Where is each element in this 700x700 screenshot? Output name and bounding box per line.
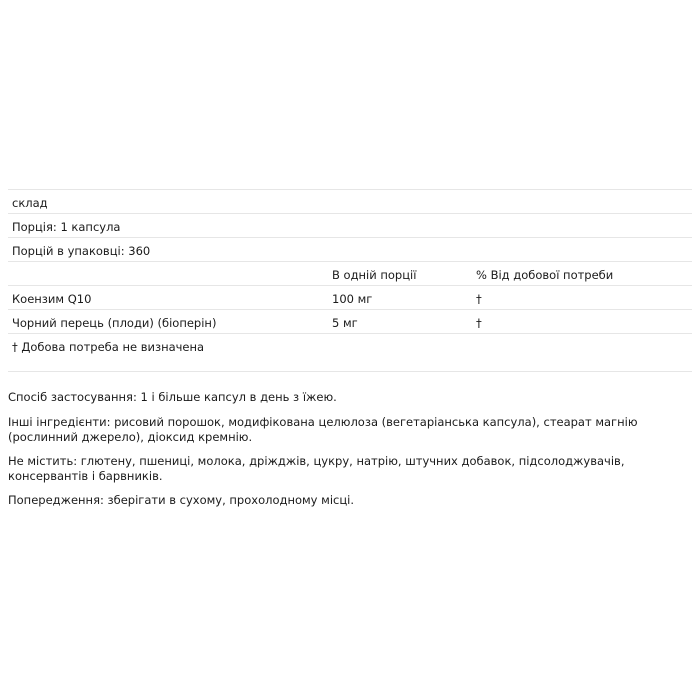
other-ingredients-text: Інші інгредієнти: рисовий порошок, модифікована целюлоза (вегетаріанська капсула), стеарат магнію (рослинний джерело), діоксид кремнію. [8,415,638,444]
footnote-row [8,334,692,372]
usage-section [8,390,692,405]
amount-column-header: В одній порції [332,268,417,282]
ingredient-name: Коензим Q10 [12,292,92,306]
serving-size-row [8,214,692,238]
daily-value-footnote: † Добова потреба не визначена [12,340,205,354]
supplement-facts-table [8,189,692,372]
warning-section [8,493,692,508]
warning-text: Попередження: зберігати в сухому, прохолодному місці. [8,493,355,507]
servings-per-container-row [8,238,692,262]
free-of-text: Не містить: глютену, пшениці, молока, дріжджів, цукру, натрію, штучних добавок, підсолоджувачів, консервантів і барвників. [8,454,625,483]
ingredient-daily-value: † [476,316,482,330]
facts-heading-row [8,190,692,214]
servings-per-container: Порцій в упаковці: 360 [12,244,151,258]
ingredient-row [8,310,692,334]
free-of-section [8,454,692,484]
ingredient-row [8,286,692,310]
ingredient-amount: 5 мг [332,316,358,330]
ingredient-amount: 100 мг [332,292,373,306]
ingredient-name: Чорний перець (плоди) (біоперін) [12,316,217,330]
ingredient-daily-value: † [476,292,482,306]
column-header-row [8,262,692,286]
serving-size: Порція: 1 капсула [12,220,121,234]
usage-text: Спосіб застосування: 1 і більше капсул в день з їжею. [8,390,337,404]
daily-value-column-header: % Від добової потреби [476,268,614,282]
other-ingredients-section [8,415,692,445]
facts-heading: склад [12,196,48,210]
